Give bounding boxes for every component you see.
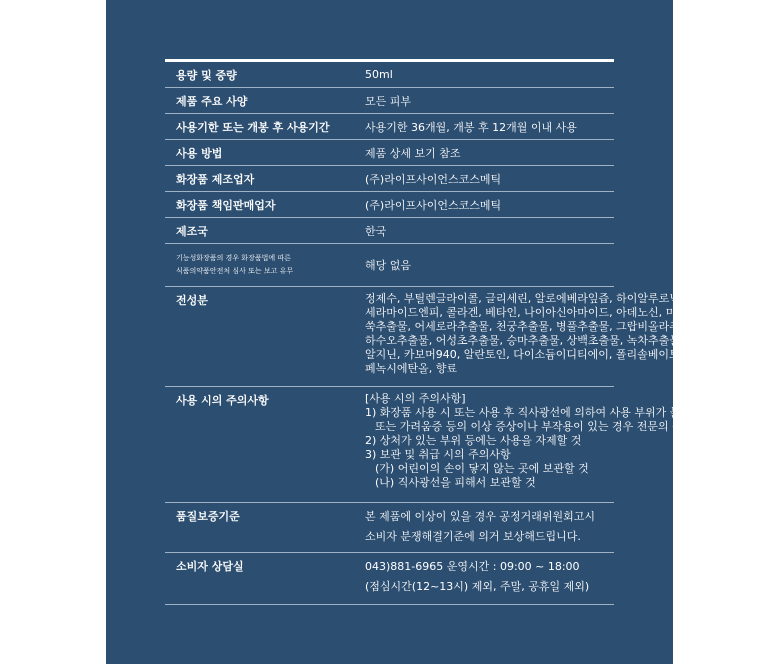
quality-row <box>165 503 614 553</box>
ingredients-line: 쑥추출물, 어세로라추출물, 천궁추출물, 병풀추출물, 그랍비올라추출물, <box>365 320 705 333</box>
row-label: 제조국 <box>176 224 208 238</box>
table-row <box>165 140 614 166</box>
row-value: 제품 상세 보기 참조 <box>365 146 461 160</box>
row-label: 화장품 책임판매업자 <box>176 198 276 212</box>
table-row <box>165 114 614 140</box>
ingredients-line: 알지닌, 카보머940, 알란토인, 다이소듐이디티에이, 폴리솔베이트 80, <box>365 348 701 361</box>
table-row <box>165 62 614 88</box>
row-label: 화장품 제조업자 <box>176 172 255 186</box>
caution-row <box>165 387 766 503</box>
functional-row <box>165 244 614 287</box>
ingredients-list <box>365 292 733 386</box>
caution-line: 3) 보관 및 취급 시의 주의사항 <box>365 448 511 461</box>
quality-line: 소비자 분쟁해결기준에 의거 보상해드립니다. <box>365 530 581 543</box>
row-label: 용량 및 중량 <box>176 68 237 82</box>
caution-list <box>365 392 765 502</box>
caution-line: 또는 가려움증 등의 이상 증상이나 부작용이 있는 경우 전문의 등과 상담할 것 <box>375 420 743 433</box>
row-label: 사용 방법 <box>176 146 223 160</box>
quality-label: 품질보증기준 <box>176 510 240 523</box>
row-value: 모든 피부 <box>365 94 412 108</box>
caution-line: (나) 직사광선을 피해서 보관할 것 <box>375 476 536 489</box>
ingredients-line: 페녹시에탄올, 향료 <box>365 362 458 375</box>
table-row <box>165 166 614 192</box>
caution-line: 2) 상처가 있는 부위 등에는 사용을 자제할 것 <box>365 434 582 447</box>
caution-line: 1) 화장품 사용 시 또는 사용 후 직사광선에 의하여 사용 부위가 붉은 반점, 부어오름 <box>365 406 766 419</box>
row-value: 50ml <box>365 68 393 81</box>
ingredients-line: 정제수, 부틸렌글라이콜, 글리세린, 알로에베라잎즙, 하이알루로닉애씨드, <box>365 292 716 305</box>
table-row <box>165 192 614 218</box>
row-value: 사용기한 36개월, 개봉 후 12개월 이내 사용 <box>365 120 577 134</box>
table-row <box>165 218 614 244</box>
table-row <box>165 88 614 114</box>
quality-line: 본 제품에 이상이 있을 경우 공정거래위원회고시 <box>365 510 596 523</box>
caution-line: [사용 시의 주의사항] <box>365 392 466 405</box>
ingredients-label: 전성분 <box>176 294 208 307</box>
functional-label-line: 기능성화장품의 경우 화장품법에 따른 <box>176 254 291 262</box>
caution-label: 사용 시의 주의사항 <box>176 394 269 407</box>
caution-line: (가) 어린이의 손이 닿지 않는 곳에 보관할 것 <box>375 462 589 475</box>
row-value: 한국 <box>365 224 387 238</box>
row-value: (주)라이프사이언스코스메틱 <box>365 198 502 212</box>
product-info-table <box>165 59 766 605</box>
consumer-line: (점심시간(12~13시) 제외, 주말, 공휴일 제외) <box>365 580 590 593</box>
row-label: 사용기한 또는 개봉 후 사용기간 <box>176 120 330 134</box>
functional-value: 해당 없음 <box>365 259 412 272</box>
functional-label-line: 식품의약품안전처 심사 또는 보고 유무 <box>176 267 294 275</box>
ingredients-line: 하수오추출물, 어성초추출물, 승마추출물, 상백초출물, 녹차추출물, <box>365 334 684 347</box>
row-value: (주)라이프사이언스코스메틱 <box>365 172 502 186</box>
consumer-row <box>165 553 614 605</box>
consumer-label: 소비자 상담실 <box>176 560 244 573</box>
consumer-line: 043)881-6965 운영시간 : 09:00 ~ 18:00 <box>365 560 580 573</box>
row-label: 제품 주요 사양 <box>176 94 248 108</box>
ingredients-row <box>165 287 733 387</box>
ingredients-line: 세라마이드엔피, 콜라겐, 베타인, 나이아신아마이드, 아데노신, 미치현추출물, <box>365 306 733 319</box>
